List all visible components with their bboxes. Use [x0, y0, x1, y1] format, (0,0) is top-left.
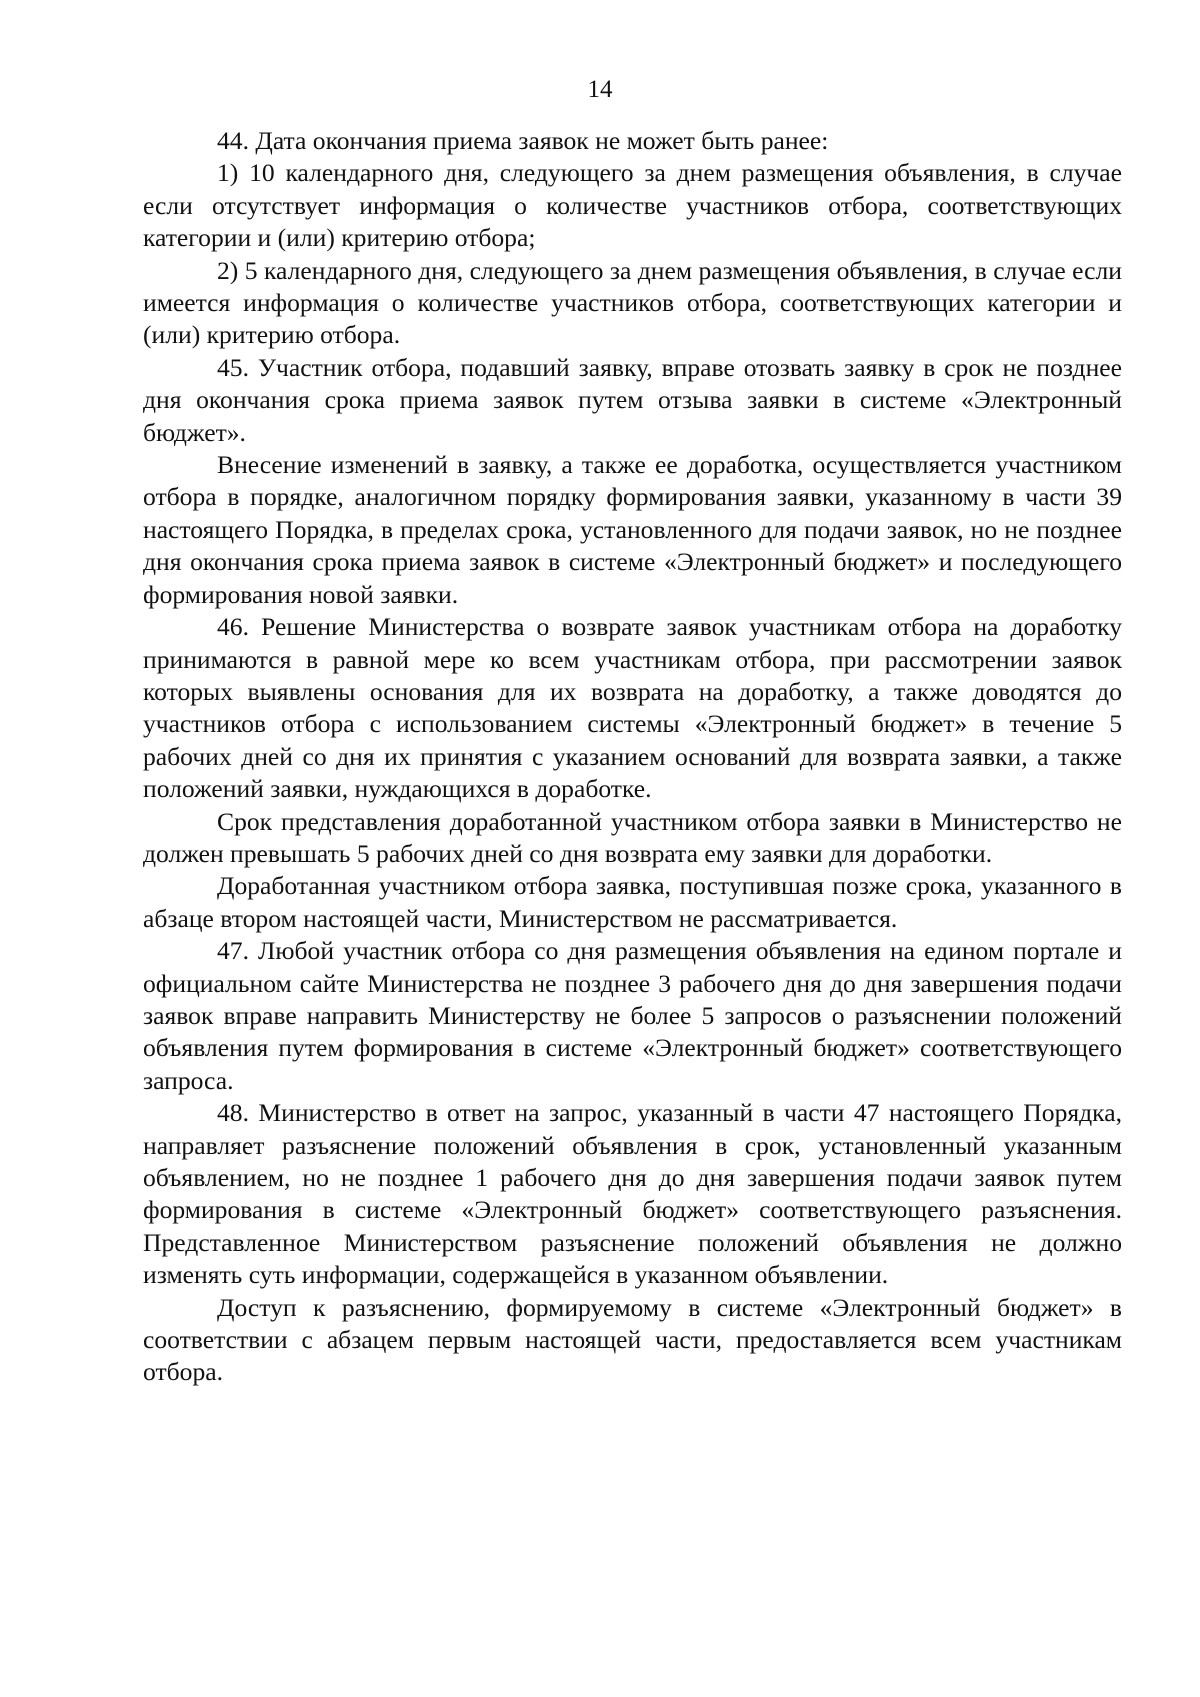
- paragraph-48: 48. Министерство в ответ на запрос, указанный в части 47 настоящего Порядка, направляет разъяснение положений объявления в срок, установленный указанным объявлением, но не позднее 1 рабочего дня до дня завершения подачи заявок путем формирования в системе «Электронный бюджет» соответствующего разъяснения. Представленное Министерством разъяснение положений объявления не должно изменять суть информации, содержащейся в указанном объявлении.: [143, 1098, 1122, 1290]
- paragraph-44: 44. Дата окончания приема заявок не может быть ранее:: [217, 126, 829, 155]
- page-number: 14: [587, 76, 613, 103]
- paragraph-47: 47. Любой участник отбора со дня размещения объявления на едином портале и официальном сайте Министерства не позднее 3 рабочего дня до дня завершения подачи заявок вправе направить Министерству не более 5 запросов о разъяснении положений объявления путем формирования в системе «Электронный бюджет» соответствующего запроса.: [143, 936, 1122, 1095]
- document-body: [143, 125, 1122, 1389]
- paragraph-48-access: Доступ к разъяснению, формируемому в системе «Электронный бюджет» в соответствии с абзацем первым настоящей части, предоставляется всем участникам отбора.: [143, 1292, 1122, 1387]
- paragraph-45-changes: Внесение изменений в заявку, а также ее доработка, осуществляется участником отбора в порядке, аналогичном порядку формирования заявки, указанному в части 39 настоящего Порядка, в пределах срока, установленного для подачи заявок, но не позднее дня окончания срока приема заявок в системе «Электронный бюджет» и последующего формирования новой заявки.: [143, 450, 1122, 609]
- paragraph-45: 45. Участник отбора, подавший заявку, вправе отозвать заявку в срок не позднее дня окончания срока приема заявок путем отзыва заявки в системе «Электронный бюджет».: [143, 352, 1122, 447]
- paragraph-44-item-1: 1) 10 календарного дня, следующего за днем размещения объявления, в случае если отсутствует информация о количестве участников отбора, соответствующих категории и (или) критерию отбора;: [143, 158, 1122, 253]
- paragraph-44-item-2: 2) 5 календарного дня, следующего за днем размещения объявления, в случае если имеется информация о количестве участников отбора, соответствующих категории и (или) критерию отбора.: [143, 255, 1122, 350]
- paragraph-46-late: Доработанная участником отбора заявка, поступившая позже срока, указанного в абзаце втором настоящей части, Министерством не рассматривается.: [143, 871, 1122, 933]
- paragraph-46: 46. Решение Министерства о возврате заявок участникам отбора на доработку принимаются в равной мере ко всем участникам отбора, при рассмотрении заявок которых выявлены основания для их возврата на доработку, а также доводятся до участников отбора с использованием системы «Электронный бюджет» в течение 5 рабочих дней со дня их принятия с указанием оснований для возврата заявки, а также положений заявки, нуждающихся в доработке.: [143, 612, 1122, 804]
- paragraph-46-deadline: Срок представления доработанной участником отбора заявки в Министерство не должен превышать 5 рабочих дней со дня возврата ему заявки для доработки.: [143, 806, 1122, 868]
